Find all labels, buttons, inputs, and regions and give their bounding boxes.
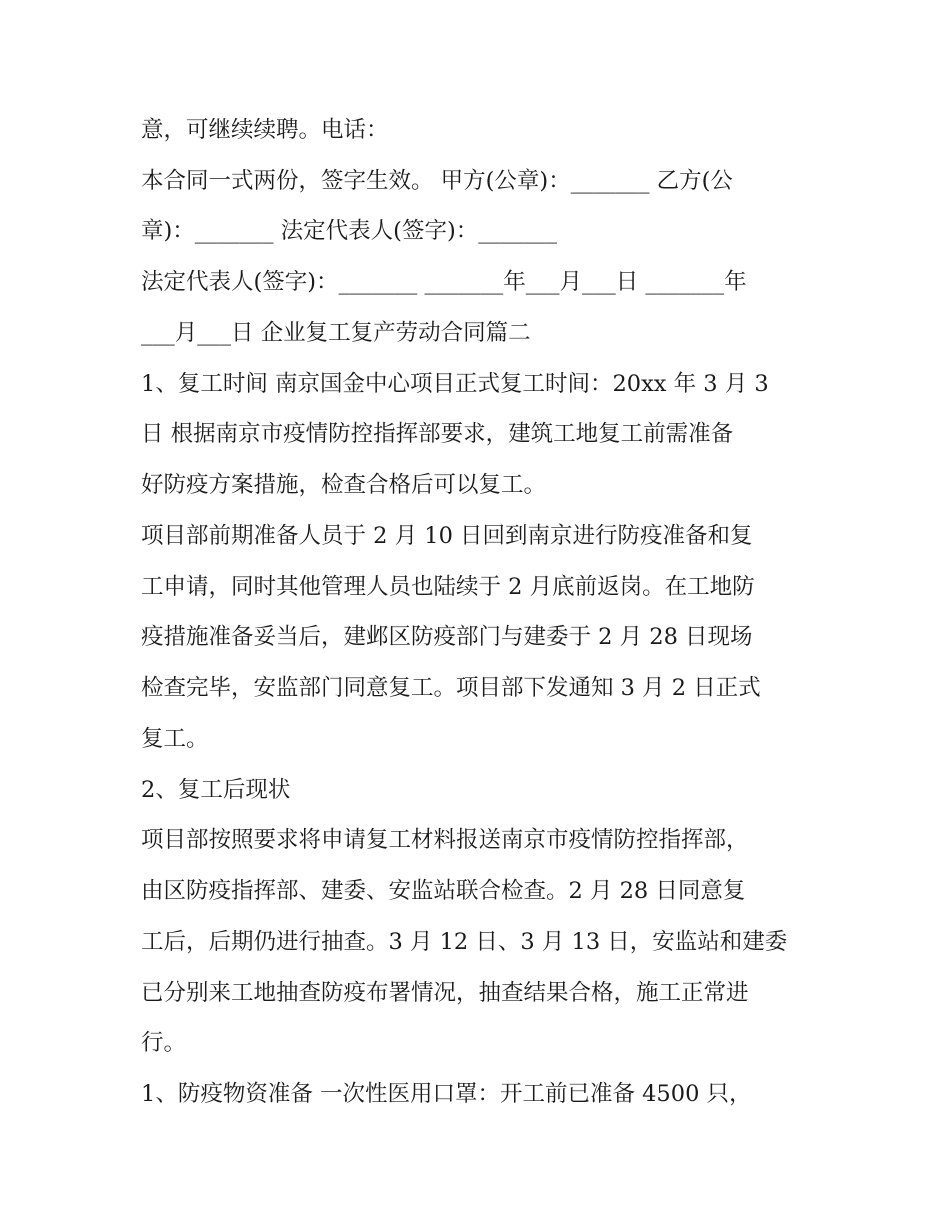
text-line: 工后，后期仍进行抽查。3 月 12 日、3 月 13 日，安监站和建委 xyxy=(141,929,788,955)
text-line: 意，可继续续聘。电话： xyxy=(141,117,389,143)
text-line: 由区防疫指挥部、建委、安监站联合检查。2 月 28 日同意复 xyxy=(141,878,746,904)
text-line: 疫措施准备妥当后，建邺区防疫部门与建委于 2 月 28 日现场 xyxy=(141,624,753,650)
text-line: 本合同一式两份，签字生效。 甲方(公章)：_______ 乙方(公 xyxy=(141,168,733,194)
text-line: 检查完毕，安监部门同意复工。项目部下发通知 3 月 2 日正式 xyxy=(141,675,761,701)
text-line: 项目部前期准备人员于 2 月 10 日回到南京进行防疫准备和复 xyxy=(141,523,753,549)
text-line: 法定代表人(签字)：_______ _______年___月___日 _______年 xyxy=(141,269,747,295)
text-line: 1、防疫物资准备 一次性医用口罩：开工前已准备 4500 只， xyxy=(141,1081,752,1107)
text-line: 好防疫方案措施，检查合格后可以复工。 xyxy=(141,472,547,498)
text-line: 工申请，同时其他管理人员也陆续于 2 月底前返岗。在工地防 xyxy=(141,574,755,600)
text-line: 章)：_______ 法定代表人(签字)：_______ xyxy=(141,218,557,244)
text-line: 2、复工后现状 xyxy=(141,777,291,803)
text-line: 复工。 xyxy=(141,726,209,752)
text-line: 项目部按照要求将申请复工材料报送南京市疫情防控指挥部， xyxy=(141,827,749,853)
text-line: 日 根据南京市疫情防控指挥部要求，建筑工地复工前需准备 xyxy=(141,421,734,447)
text-line: 已分别来工地抽查防疫布署情况，抽查结果合格，施工正常进 xyxy=(141,980,749,1006)
text-line: ___月___日 企业复工复产劳动合同篇二 xyxy=(141,320,531,346)
text-line: 行。 xyxy=(141,1030,187,1056)
text-line: 1、复工时间 南京国金中心项目正式复工时间：20xx 年 3 月 3 xyxy=(141,371,769,397)
